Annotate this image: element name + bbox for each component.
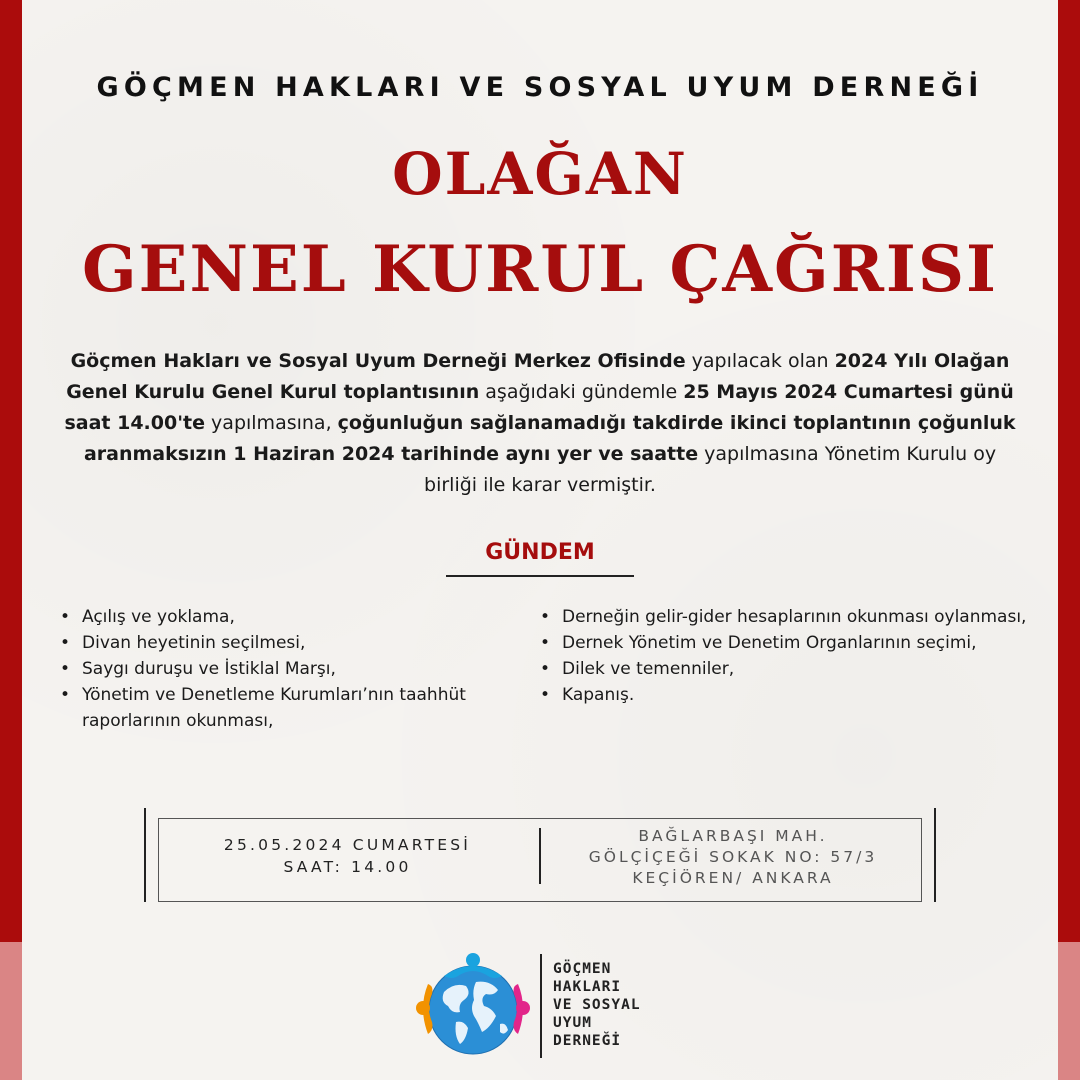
- event-date-time: [170, 834, 525, 878]
- title-line-1: OLAĞAN: [392, 140, 688, 208]
- globe-people-icon: [414, 952, 532, 1064]
- logo-text-line: HAKLARI: [553, 979, 622, 995]
- bullet: •: [540, 633, 551, 653]
- announcement-segment: yapılmasına Yönetim Kurulu oy birliği ile karar vermiştir.: [424, 443, 997, 496]
- announcement-segment: 25 Mayıs 2024 Cumartesi günü saat 14.00'te: [64, 381, 1014, 434]
- logo-text-line: DERNEĞİ: [553, 1033, 622, 1049]
- title-line-2: GENEL KURUL ÇAĞRISI: [82, 232, 998, 307]
- agenda-item-text: Dernek Yönetim ve Denetim Organlarının seçimi,: [562, 633, 977, 653]
- info-box-bracket-left: [144, 808, 146, 902]
- agenda-item-text: Yönetim ve Denetleme Kurumları’nın taahhüt raporlarının okunması,: [82, 685, 466, 731]
- event-address: [548, 826, 918, 889]
- agenda-item-text: Açılış ve yoklama,: [82, 607, 235, 627]
- logo-text-line: GÖÇMEN: [553, 961, 612, 977]
- left-pink-border: [0, 942, 22, 1080]
- agenda-item: [58, 656, 528, 682]
- agenda-underline: [446, 575, 634, 577]
- address-line-2: GÖLÇİÇEĞİ SOKAK NO: 57/3: [588, 848, 878, 866]
- agenda-item: [58, 630, 528, 656]
- agenda-item-text: Dilek ve temenniler,: [562, 659, 735, 679]
- agenda-item-text: Divan heyetinin seçilmesi,: [82, 633, 306, 653]
- logo-text-line: VE SOSYAL: [553, 997, 641, 1013]
- announcement-segment: çoğunluğun sağlanamadığı takdirde ikinci toplantının çoğunluk aranmaksızın 1 Haziran 2024 tarihinde aynı yer ve saatte: [83, 412, 1016, 465]
- announcement-segment: 2024 Yılı Olağan Genel Kurulu Genel Kurul toplantısının: [66, 350, 1010, 403]
- announcement-segment: yapılacak olan: [685, 350, 835, 372]
- logo-text-line: UYUM: [553, 1015, 592, 1031]
- agenda-item-text: Saygı duruşu ve İstiklal Marşı,: [82, 659, 336, 679]
- bullet: •: [540, 607, 551, 627]
- agenda-item-text: Kapanış.: [562, 685, 635, 705]
- announcement-segment: aşağıdaki gündemle: [479, 381, 684, 403]
- organization-name: GÖÇMEN HAKLARI VE SOSYAL UYUM DERNEĞİ: [96, 72, 984, 103]
- right-pink-border: [1058, 942, 1080, 1080]
- logo-wordmark: [553, 960, 641, 1050]
- agenda-item: [58, 604, 528, 630]
- agenda-item: [538, 682, 1038, 708]
- agenda-heading: GÜNDEM: [485, 540, 595, 565]
- announcement-segment: yapılmasına,: [205, 412, 338, 434]
- logo-divider: [540, 954, 542, 1058]
- agenda-item: [538, 630, 1038, 656]
- agenda-item-text: Derneğin gelir-gider hesaplarının okunması oylanması,: [562, 607, 1027, 627]
- agenda-list-right: [538, 604, 1038, 708]
- bullet: •: [60, 633, 71, 653]
- address-line-1: BAĞLARBAŞI MAH.: [638, 827, 828, 845]
- agenda-list-left: [58, 604, 528, 734]
- info-box-bracket-right: [934, 808, 936, 902]
- bullet: •: [60, 685, 71, 705]
- event-time: SAAT: 14.00: [283, 858, 412, 876]
- address-line-3: KEÇİÖREN/ ANKARA: [632, 869, 834, 887]
- bullet: •: [540, 659, 551, 679]
- event-date: 25.05.2024 CUMARTESİ: [223, 836, 472, 854]
- bullet: •: [540, 685, 551, 705]
- announcement-segment: Göçmen Hakları ve Sosyal Uyum Derneği Merkez Ofisinde: [70, 350, 686, 372]
- agenda-item: [538, 656, 1038, 682]
- agenda-item: [58, 682, 528, 734]
- announcement-text: [60, 346, 1020, 501]
- bullet: •: [60, 607, 71, 627]
- info-box-divider: [539, 828, 541, 884]
- agenda-item: [538, 604, 1038, 630]
- bullet: •: [60, 659, 71, 679]
